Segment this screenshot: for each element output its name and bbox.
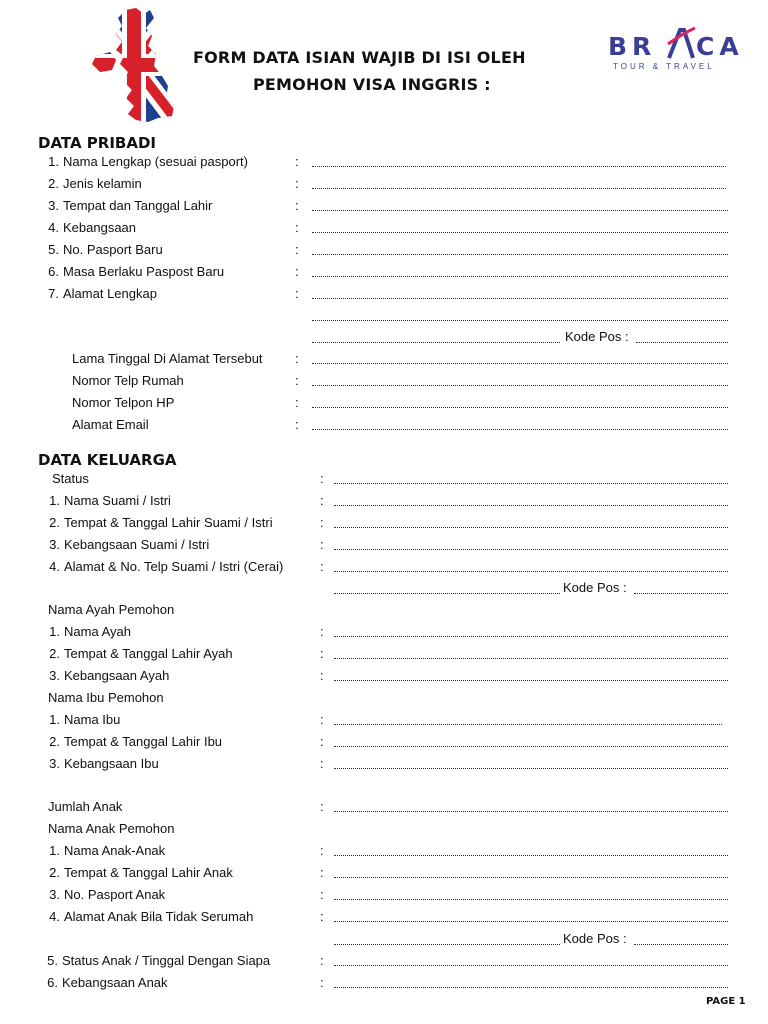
colon: : xyxy=(320,559,324,574)
pribadi-field-input[interactable] xyxy=(312,188,726,189)
colon: : xyxy=(295,242,299,257)
pribadi-field-label: 2. Jenis kelamin xyxy=(48,176,142,191)
ibu-heading: Nama Ibu Pemohon xyxy=(48,690,164,705)
pribadi-extra-input[interactable] xyxy=(312,363,728,364)
pribadi-extra-label: Nomor Telpon HP xyxy=(72,395,175,410)
colon: : xyxy=(320,712,324,727)
uk-flag-map-icon xyxy=(88,6,180,124)
page-number: PAGE 1 xyxy=(706,996,746,1007)
colon: : xyxy=(320,887,324,902)
pribadi-field-input[interactable] xyxy=(312,210,728,211)
ibu-field-input[interactable] xyxy=(334,746,728,747)
colon: : xyxy=(320,865,324,880)
uk-flag-map-image xyxy=(88,6,180,124)
ibu-field-label: 1. Nama Ibu xyxy=(49,712,121,727)
colon: : xyxy=(295,176,299,191)
spouse-field-input[interactable] xyxy=(334,571,728,572)
colon: : xyxy=(295,286,299,301)
anak-field-label: 4. Alamat Anak Bila Tidak Serumah xyxy=(49,909,254,924)
logo-a-swoosh-icon xyxy=(666,26,696,60)
colon: : xyxy=(295,351,299,366)
colon: : xyxy=(320,734,324,749)
logo-tagline: TOUR & TRAVEL xyxy=(613,62,715,71)
kode-pos-input[interactable] xyxy=(634,944,728,945)
colon: : xyxy=(320,843,324,858)
alamat-line-2[interactable] xyxy=(312,320,728,321)
kode-pos-input[interactable] xyxy=(634,593,728,594)
status-input[interactable] xyxy=(334,483,728,484)
pribadi-field-label: 4. Kebangsaan xyxy=(48,220,137,235)
colon: : xyxy=(320,515,324,530)
jumlah-anak-label: Jumlah Anak xyxy=(48,799,123,814)
colon: : xyxy=(320,646,324,661)
ayah-heading: Nama Ayah Pemohon xyxy=(48,602,175,617)
spouse-field-input[interactable] xyxy=(334,505,728,506)
anak-field-label: 6. Kebangsaan Anak xyxy=(47,975,168,990)
pribadi-field-label: 6. Masa Berlaku Paspost Baru xyxy=(48,264,225,279)
ayah-field-input[interactable] xyxy=(334,636,728,637)
colon: : xyxy=(320,975,324,990)
ibu-field-input[interactable] xyxy=(334,724,722,725)
colon: : xyxy=(295,373,299,388)
anak-field-input[interactable] xyxy=(334,987,728,988)
spouse-field-input[interactable] xyxy=(334,549,728,550)
alamat-line-1[interactable] xyxy=(312,298,728,299)
colon: : xyxy=(295,154,299,169)
pribadi-extra-label: Nomor Telp Rumah xyxy=(72,373,184,388)
section-data-pribadi: DATA PRIBADI xyxy=(38,134,156,152)
form-title-line1: FORM DATA ISIAN WAJIB DI ISI OLEH xyxy=(193,48,526,67)
pribadi-field-input[interactable] xyxy=(312,276,728,277)
anak-field-input[interactable] xyxy=(334,899,728,900)
ibu-field-label: 3. Kebangsaan Ibu xyxy=(49,756,159,771)
pribadi-extra-label: Alamat Email xyxy=(72,417,149,432)
anak-field-label: 5. Status Anak / Tinggal Dengan Siapa xyxy=(47,953,271,968)
colon: : xyxy=(295,220,299,235)
kode-pos-input[interactable] xyxy=(636,342,728,343)
spouse-address-line-2[interactable] xyxy=(334,593,560,594)
section-data-keluarga: DATA KELUARGA xyxy=(38,451,177,469)
kode-pos-label: Kode Pos : xyxy=(562,329,632,345)
logo-text-left: BR xyxy=(608,32,657,61)
kode-pos-label: Kode Pos : xyxy=(560,931,630,947)
anak-address-line-2[interactable] xyxy=(334,944,560,945)
colon: : xyxy=(320,493,324,508)
ayah-field-label: 1. Nama Ayah xyxy=(49,624,131,639)
kode-pos-label: Kode Pos : xyxy=(560,580,630,596)
jumlah-anak-input[interactable] xyxy=(334,811,728,812)
spouse-field-label: 4. Alamat & No. Telp Suami / Istri (Cerai) xyxy=(49,559,284,574)
anak-field-input[interactable] xyxy=(334,965,728,966)
colon: : xyxy=(320,668,324,683)
colon: : xyxy=(320,909,324,924)
ibu-field-label: 2. Tempat & Tanggal Lahir Ibu xyxy=(49,734,223,749)
colon: : xyxy=(320,756,324,771)
anak-field-label: 3. No. Pasport Anak xyxy=(49,887,166,902)
pribadi-extra-label: Lama Tinggal Di Alamat Tersebut xyxy=(72,351,263,366)
colon: : xyxy=(320,624,324,639)
pribadi-field-label: 5. No. Pasport Baru xyxy=(48,242,163,257)
anak-field-label: 1. Nama Anak-Anak xyxy=(49,843,166,858)
colon: : xyxy=(295,264,299,279)
anak-heading: Nama Anak Pemohon xyxy=(48,821,175,836)
spouse-field-input[interactable] xyxy=(334,527,728,528)
anak-field-input[interactable] xyxy=(334,877,728,878)
pribadi-extra-input[interactable] xyxy=(312,429,728,430)
ayah-field-input[interactable] xyxy=(334,658,728,659)
colon: : xyxy=(295,417,299,432)
pribadi-extra-input[interactable] xyxy=(312,385,728,386)
pribadi-field-input[interactable] xyxy=(312,254,728,255)
pribadi-field-label: 1. Nama Lengkap (sesuai pasport) xyxy=(48,154,248,169)
anak-field-input[interactable] xyxy=(334,855,728,856)
logo-text-right: CA xyxy=(696,32,744,61)
colon: : xyxy=(320,537,324,552)
ayah-field-label: 2. Tempat & Tanggal Lahir Ayah xyxy=(49,646,233,661)
colon: : xyxy=(320,799,324,814)
pribadi-field-input[interactable] xyxy=(312,232,728,233)
status-label: Status xyxy=(52,471,89,486)
anak-field-label: 2. Tempat & Tanggal Lahir Anak xyxy=(49,865,233,880)
spouse-field-label: 1. Nama Suami / Istri xyxy=(49,493,171,508)
colon: : xyxy=(320,471,324,486)
ayah-field-label: 3. Kebangsaan Ayah xyxy=(49,668,170,683)
alamat-line-3[interactable] xyxy=(312,342,560,343)
pribadi-field-label: 3. Tempat dan Tanggal Lahir xyxy=(48,198,213,213)
braca-logo xyxy=(608,32,748,74)
colon: : xyxy=(295,395,299,410)
pribadi-field-label: 7. Alamat Lengkap xyxy=(48,286,157,301)
pribadi-extra-input[interactable] xyxy=(312,407,728,408)
pribadi-field-input[interactable] xyxy=(312,166,726,167)
ibu-field-input[interactable] xyxy=(334,768,728,769)
spouse-field-label: 2. Tempat & Tanggal Lahir Suami / Istri xyxy=(49,515,273,530)
anak-field-input[interactable] xyxy=(334,921,728,922)
ayah-field-input[interactable] xyxy=(334,680,728,681)
spouse-field-label: 3. Kebangsaan Suami / Istri xyxy=(49,537,210,552)
colon: : xyxy=(295,198,299,213)
colon: : xyxy=(320,953,324,968)
form-title-line2: PEMOHON VISA INGGRIS : xyxy=(253,75,491,94)
